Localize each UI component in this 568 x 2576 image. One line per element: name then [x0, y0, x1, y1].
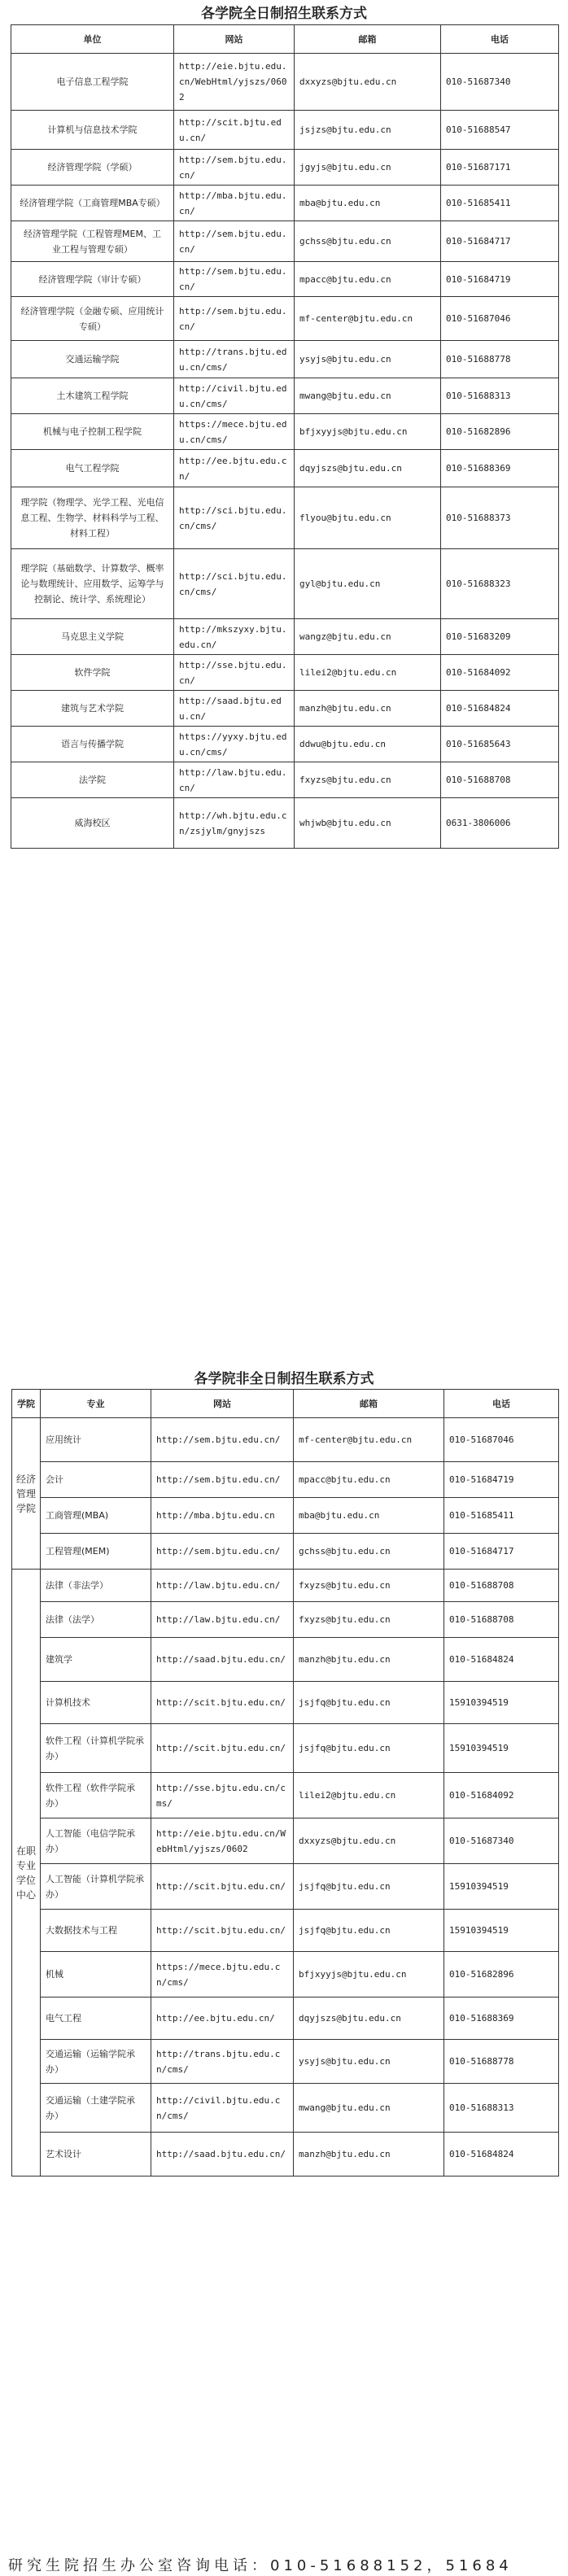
table-row [11, 297, 559, 341]
phone-cell: 010-51684717 [441, 221, 559, 262]
website-link[interactable]: http://ee.bjtu.edu.cn/ [151, 1997, 294, 2040]
table-row [12, 1418, 559, 1462]
part-time-contacts-table [11, 1389, 559, 2177]
email-link[interactable]: mba@bjtu.edu.cn [295, 186, 441, 221]
table-row [11, 762, 559, 798]
email-link[interactable]: ysyjs@bjtu.edu.cn [294, 2040, 444, 2084]
email-link[interactable]: dqyjszs@bjtu.edu.cn [295, 450, 441, 487]
unit-cell: 电子信息工程学院 [11, 54, 174, 111]
table-row [11, 487, 559, 549]
email-link[interactable]: manzh@bjtu.edu.cn [295, 691, 441, 727]
phone-cell: 010-51684092 [444, 1773, 559, 1818]
email-link[interactable]: flyou@bjtu.edu.cn [295, 487, 441, 549]
header-website: 网站 [174, 25, 295, 54]
email-link[interactable]: dxxyzs@bjtu.edu.cn [295, 54, 441, 111]
email-link[interactable]: mf-center@bjtu.edu.cn [294, 1418, 444, 1462]
website-link[interactable]: http://eie.bjtu.edu.cn/WebHtml/yjszs/0602 [174, 54, 295, 111]
phone-cell: 15910394519 [444, 1682, 559, 1724]
email-link[interactable]: bfjxyyjs@bjtu.edu.cn [294, 1952, 444, 1997]
table-row [12, 1682, 559, 1724]
website-link[interactable]: http://eie.bjtu.edu.cn/WebHtml/yjszs/0602 [151, 1818, 294, 1864]
phone-cell: 010-51682896 [444, 1952, 559, 1997]
major-cell: 工程管理(MEM) [41, 1534, 151, 1570]
major-cell: 交通运输（运输学院承办） [41, 2040, 151, 2084]
phone-cell: 010-51687340 [441, 54, 559, 111]
phone-cell: 010-51687171 [441, 150, 559, 186]
unit-cell: 经济管理学院（工程管理MEM、工业工程与管理专硕） [11, 221, 174, 262]
table-row [11, 54, 559, 111]
website-link[interactable]: http://mkszyxy.bjtu.edu.cn/ [174, 619, 295, 655]
major-cell: 会计 [41, 1462, 151, 1498]
table-row [11, 727, 559, 762]
phone-cell: 010-51685411 [444, 1498, 559, 1534]
website-link[interactable]: http://mba.bjtu.edu.cn/ [174, 186, 295, 221]
email-link[interactable]: fxyzs@bjtu.edu.cn [294, 1602, 444, 1638]
email-link[interactable]: dqyjszs@bjtu.edu.cn [294, 1997, 444, 2040]
website-link[interactable]: http://law.bjtu.edu.cn/ [151, 1602, 294, 1638]
phone-cell: 010-51684717 [444, 1534, 559, 1570]
email-link[interactable]: gyl@bjtu.edu.cn [295, 549, 441, 619]
website-link[interactable]: http://scit.bjtu.edu.cn/ [174, 111, 295, 150]
major-cell: 建筑学 [41, 1638, 151, 1682]
email-link[interactable]: mwang@bjtu.edu.cn [295, 378, 441, 414]
major-cell: 应用统计 [41, 1418, 151, 1462]
email-link[interactable]: mpacc@bjtu.edu.cn [295, 262, 441, 297]
table-row [11, 655, 559, 691]
unit-cell: 经济管理学院（工商管理MBA专硕） [11, 186, 174, 221]
website-link[interactable]: http://sem.bjtu.edu.cn/ [174, 262, 295, 297]
phone-cell: 010-51688373 [441, 487, 559, 549]
email-link[interactable]: ddwu@bjtu.edu.cn [295, 727, 441, 762]
phone-cell: 010-51684824 [444, 1638, 559, 1682]
table-row [12, 1462, 559, 1498]
table-row [12, 1498, 559, 1534]
email-link[interactable]: jsjfq@bjtu.edu.cn [294, 1910, 444, 1952]
phone-cell: 010-51685643 [441, 727, 559, 762]
unit-cell: 马克思主义学院 [11, 619, 174, 655]
header-phone: 电话 [441, 25, 559, 54]
major-cell: 软件工程（软件学院承办） [41, 1773, 151, 1818]
major-cell: 计算机技术 [41, 1682, 151, 1724]
phone-cell: 010-51688323 [441, 549, 559, 619]
phone-cell: 15910394519 [444, 1864, 559, 1910]
full-time-table-title: 各学院全日制招生联系方式 [201, 6, 367, 22]
website-link[interactable]: http://sse.bjtu.edu.cn/ [174, 655, 295, 691]
table-row [12, 1997, 559, 2040]
major-cell: 人工智能（电信学院承办） [41, 1818, 151, 1864]
phone-cell: 010-51688778 [441, 341, 559, 378]
website-link[interactable]: http://civil.bjtu.edu.cn/cms/ [174, 378, 295, 414]
email-link[interactable]: bfjxyyjs@bjtu.edu.cn [295, 414, 441, 450]
table-row [12, 1773, 559, 1818]
unit-cell: 经济管理学院（学硕） [11, 150, 174, 186]
phone-cell: 010-51682896 [441, 414, 559, 450]
phone-cell: 010-51684092 [441, 655, 559, 691]
website-link[interactable]: http://sem.bjtu.edu.cn/ [151, 1418, 294, 1462]
website-link[interactable]: http://ee.bjtu.edu.cn/ [174, 450, 295, 487]
major-cell: 软件工程（计算机学院承办） [41, 1724, 151, 1773]
table-row [12, 1910, 559, 1952]
email-link[interactable]: lilei2@bjtu.edu.cn [295, 655, 441, 691]
email-link[interactable]: fxyzs@bjtu.edu.cn [294, 1570, 444, 1602]
website-link[interactable]: http://trans.bjtu.edu.cn/cms/ [151, 2040, 294, 2084]
table-row [12, 2040, 559, 2084]
phone-cell: 010-51687046 [444, 1418, 559, 1462]
website-link[interactable]: http://civil.bjtu.edu.cn/cms/ [151, 2084, 294, 2133]
website-link[interactable]: https://mece.bjtu.edu.cn/cms/ [151, 1952, 294, 1997]
table-row [12, 1638, 559, 1682]
website-link[interactable]: http://trans.bjtu.edu.cn/cms/ [174, 341, 295, 378]
footer-contact-text: 研究生院招生办公室咨询电话：010-51688152，51684 [8, 2557, 513, 2574]
table-row [11, 150, 559, 186]
unit-cell: 交通运输学院 [11, 341, 174, 378]
phone-cell: 010-51684824 [441, 691, 559, 727]
phone-cell: 010-51683209 [441, 619, 559, 655]
website-link[interactable]: http://sem.bjtu.edu.cn/ [174, 150, 295, 186]
header-major: 专业 [41, 1390, 151, 1418]
phone-cell: 010-51684824 [444, 2133, 559, 2177]
unit-cell: 法学院 [11, 762, 174, 798]
phone-cell: 010-51687046 [441, 297, 559, 341]
table-row [12, 2084, 559, 2133]
email-link[interactable]: dxxyzs@bjtu.edu.cn [294, 1818, 444, 1864]
website-link[interactable]: http://wh.bjtu.edu.cn/zsjylm/gnyjszs [174, 798, 295, 849]
email-link[interactable]: mba@bjtu.edu.cn [294, 1498, 444, 1534]
table-row [12, 1724, 559, 1773]
website-link[interactable]: http://law.bjtu.edu.cn/ [174, 762, 295, 798]
email-link[interactable]: jsjzs@bjtu.edu.cn [295, 111, 441, 150]
email-link[interactable]: jsjfq@bjtu.edu.cn [294, 1864, 444, 1910]
phone-cell: 010-51688369 [444, 1997, 559, 2040]
email-link[interactable]: mwang@bjtu.edu.cn [294, 2084, 444, 2133]
table-row [11, 549, 559, 619]
website-link[interactable]: http://saad.bjtu.edu.cn/ [174, 691, 295, 727]
major-cell: 机械 [41, 1952, 151, 1997]
phone-cell: 010-51688369 [441, 450, 559, 487]
part-time-table-body [12, 1418, 559, 2177]
phone-cell: 010-51688708 [444, 1602, 559, 1638]
header-college: 学院 [12, 1390, 41, 1418]
major-cell: 法律（法学） [41, 1602, 151, 1638]
college-cell: 经济管理学院 [12, 1418, 41, 1570]
phone-cell: 010-51688708 [441, 762, 559, 798]
email-link[interactable]: fxyzs@bjtu.edu.cn [295, 762, 441, 798]
major-cell: 工商管理(MBA) [41, 1498, 151, 1534]
unit-cell: 理学院（物理学、光学工程、光电信息工程、生物学、材料科学与工程、材料工程） [11, 487, 174, 549]
table-header-row [11, 25, 559, 54]
unit-cell: 语言与传播学院 [11, 727, 174, 762]
website-link[interactable]: http://sse.bjtu.edu.cn/cms/ [151, 1773, 294, 1818]
table-row [11, 378, 559, 414]
phone-cell: 15910394519 [444, 1910, 559, 1952]
website-link[interactable]: http://saad.bjtu.edu.cn/ [151, 1638, 294, 1682]
header-phone: 电话 [444, 1390, 559, 1418]
major-cell: 大数据技术与工程 [41, 1910, 151, 1952]
website-link[interactable]: http://scit.bjtu.edu.cn/ [151, 1910, 294, 1952]
phone-cell: 010-51688313 [444, 2084, 559, 2133]
email-link[interactable]: manzh@bjtu.edu.cn [294, 2133, 444, 2177]
email-link[interactable]: jsjfq@bjtu.edu.cn [294, 1724, 444, 1773]
table-row [12, 1602, 559, 1638]
phone-cell: 010-51684719 [441, 262, 559, 297]
header-unit: 单位 [11, 25, 174, 54]
header-email: 邮箱 [295, 25, 441, 54]
part-time-table-title: 各学院非全日制招生联系方式 [194, 1371, 374, 1387]
unit-cell: 建筑与艺术学院 [11, 691, 174, 727]
major-cell: 交通运输（土建学院承办） [41, 2084, 151, 2133]
table-row [11, 341, 559, 378]
website-link[interactable]: http://scit.bjtu.edu.cn/ [151, 1864, 294, 1910]
unit-cell: 电气工程学院 [11, 450, 174, 487]
unit-cell: 机械与电子控制工程学院 [11, 414, 174, 450]
phone-cell: 010-51688708 [444, 1570, 559, 1602]
major-cell: 艺术设计 [41, 2133, 151, 2177]
unit-cell: 经济管理学院（金融专硕、应用统计专硕） [11, 297, 174, 341]
major-cell: 人工智能（计算机学院承办） [41, 1864, 151, 1910]
table-row [11, 186, 559, 221]
email-link[interactable]: mf-center@bjtu.edu.cn [295, 297, 441, 341]
email-link[interactable]: lilei2@bjtu.edu.cn [294, 1773, 444, 1818]
phone-cell: 010-51688547 [441, 111, 559, 150]
website-link[interactable]: http://sci.bjtu.edu.cn/cms/ [174, 549, 295, 619]
unit-cell: 土木建筑工程学院 [11, 378, 174, 414]
table-row [11, 111, 559, 150]
website-link[interactable]: https://mece.bjtu.edu.cn/cms/ [174, 414, 295, 450]
website-link[interactable]: http://sci.bjtu.edu.cn/cms/ [174, 487, 295, 549]
phone-cell: 010-51688778 [444, 2040, 559, 2084]
website-link[interactable]: https://yyxy.bjtu.edu.cn/cms/ [174, 727, 295, 762]
email-link[interactable]: ysyjs@bjtu.edu.cn [295, 341, 441, 378]
table-row [12, 2133, 559, 2177]
unit-cell: 计算机与信息技术学院 [11, 111, 174, 150]
table-row [12, 1818, 559, 1864]
table-row [11, 691, 559, 727]
phone-cell: 010-51684719 [444, 1462, 559, 1498]
major-cell: 电气工程 [41, 1997, 151, 2040]
header-email: 邮箱 [294, 1390, 444, 1418]
table-row [11, 450, 559, 487]
unit-cell: 威海校区 [11, 798, 174, 849]
email-link[interactable]: manzh@bjtu.edu.cn [294, 1638, 444, 1682]
email-link[interactable]: jgyjs@bjtu.edu.cn [295, 150, 441, 186]
phone-cell: 010-51688313 [441, 378, 559, 414]
unit-cell: 经济管理学院（审计专硕） [11, 262, 174, 297]
website-link[interactable]: http://sem.bjtu.edu.cn/ [174, 221, 295, 262]
website-link[interactable]: http://scit.bjtu.edu.cn/ [151, 1724, 294, 1773]
phone-cell: 010-51687340 [444, 1818, 559, 1864]
website-link[interactable]: http://sem.bjtu.edu.cn/ [151, 1534, 294, 1570]
table-row [11, 798, 559, 849]
website-link[interactable]: http://law.bjtu.edu.cn/ [151, 1570, 294, 1602]
unit-cell: 理学院（基础数学、计算数学、概率论与数理统计、应用数学、运筹学与控制论、统计学、系统理论） [11, 549, 174, 619]
email-link[interactable]: whjwb@bjtu.edu.cn [295, 798, 441, 849]
table-row [11, 262, 559, 297]
table-row [12, 1864, 559, 1910]
website-link[interactable]: http://sem.bjtu.edu.cn/ [151, 1462, 294, 1498]
major-cell: 法律（非法学） [41, 1570, 151, 1602]
header-website: 网站 [151, 1390, 294, 1418]
website-link[interactable]: http://mba.bjtu.edu.cn [151, 1498, 294, 1534]
website-link[interactable]: http://scit.bjtu.edu.cn/ [151, 1682, 294, 1724]
email-link[interactable]: gchss@bjtu.edu.cn [295, 221, 441, 262]
phone-cell: 0631-3806006 [441, 798, 559, 849]
table-row [12, 1534, 559, 1570]
website-link[interactable]: http://sem.bjtu.edu.cn/ [174, 297, 295, 341]
full-time-contacts-table [11, 24, 559, 849]
full-time-table-body [11, 54, 559, 849]
email-link[interactable]: jsjfq@bjtu.edu.cn [294, 1682, 444, 1724]
table-row [12, 1952, 559, 1997]
phone-cell: 15910394519 [444, 1724, 559, 1773]
email-link[interactable]: wangz@bjtu.edu.cn [295, 619, 441, 655]
email-link[interactable]: mpacc@bjtu.edu.cn [294, 1462, 444, 1498]
college-cell: 在职专业学位中心 [12, 1570, 41, 2177]
email-link[interactable]: gchss@bjtu.edu.cn [294, 1534, 444, 1570]
unit-cell: 软件学院 [11, 655, 174, 691]
phone-cell: 010-51685411 [441, 186, 559, 221]
table-row [11, 221, 559, 262]
table-row [11, 414, 559, 450]
table-header-row [12, 1390, 559, 1418]
website-link[interactable]: http://saad.bjtu.edu.cn/ [151, 2133, 294, 2177]
table-row [11, 619, 559, 655]
table-row [12, 1570, 559, 1602]
